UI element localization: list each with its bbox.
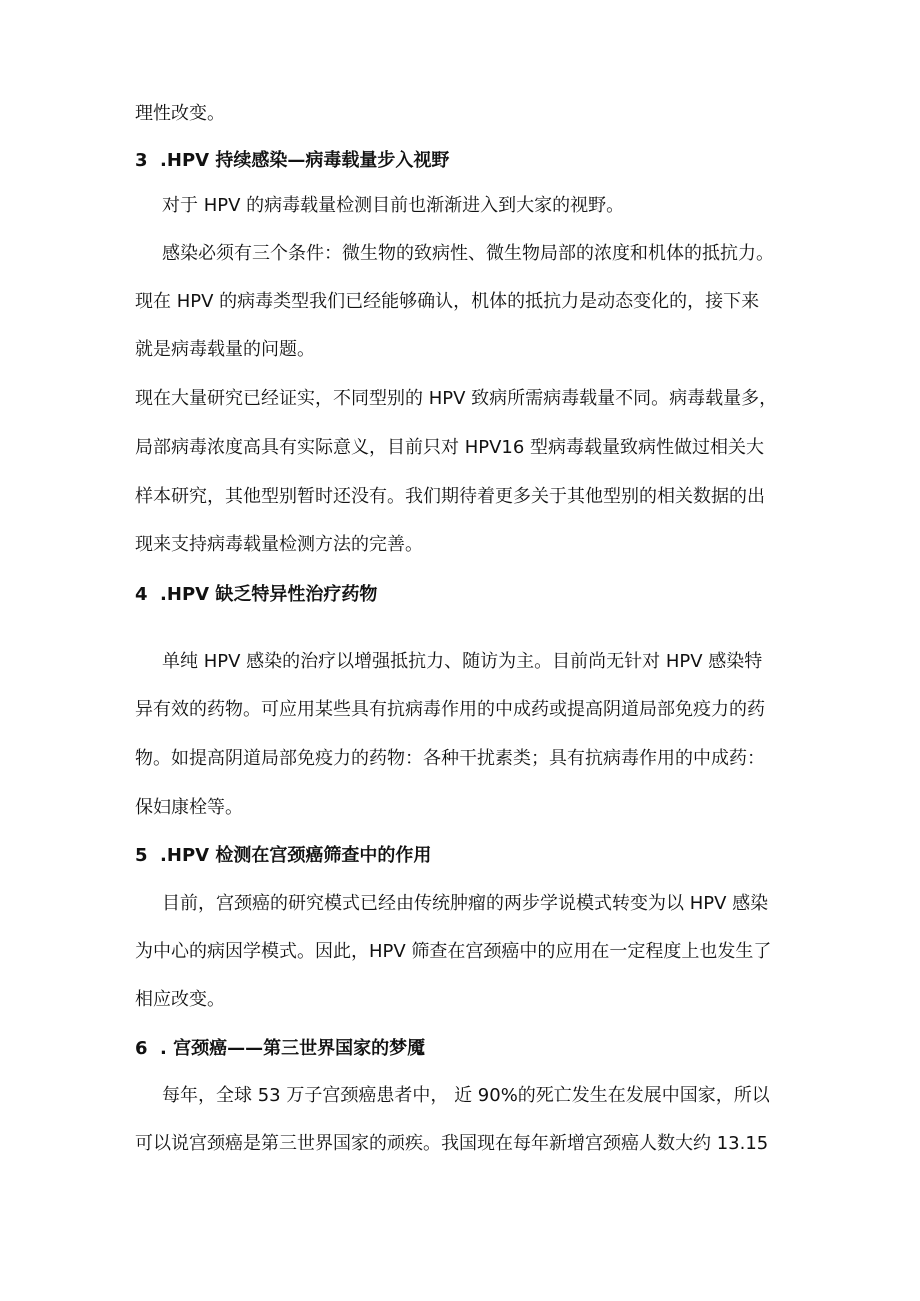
section-6-heading: 6 . 宫颈癌——第三世界国家的梦魇	[135, 1038, 426, 1059]
section-5-para-1-line-2: 为中心的病因学模式。因此，HPV 筛查在宫颈癌中的应用在一定程度上也发生了	[135, 941, 772, 962]
section-3-heading: 3 .HPV 持续感染—病毒载量步入视野	[135, 150, 450, 171]
section-6-para-1-line-2: 可以说宫颈癌是第三世界国家的顽疾。我国现在每年新增宫颈癌人数大约 13.15	[135, 1133, 769, 1154]
section-3-para-3-line-2: 局部病毒浓度高具有实际意义，目前只对 HPV16 型病毒载量致病性做过相关大	[135, 437, 765, 458]
section-3-para-3-line-3: 样本研究，其他型别暂时还没有。我们期待着更多关于其他型别的相关数据的出	[135, 486, 765, 507]
section-5-para-1-line-1: 目前，宫颈癌的研究模式已经由传统肿瘤的两步学说模式转变为以 HPV 感染	[162, 893, 769, 914]
section-3-para-1-line-1: 对于 HPV 的病毒载量检测目前也渐渐进入到大家的视野。	[162, 195, 625, 216]
paragraph-fragment: 理性改变。	[135, 103, 225, 124]
section-3-para-2-line-2: 现在 HPV 的病毒类型我们已经能够确认，机体的抵抗力是动态变化的，接下来	[135, 291, 760, 312]
section-3-para-2-line-3: 就是病毒载量的问题。	[135, 339, 315, 360]
section-4-para-1-line-1: 单纯 HPV 感染的治疗以增强抵抗力、随访为主。目前尚无针对 HPV 感染特	[162, 651, 763, 672]
section-5-heading: 5 .HPV 检测在宫颈癌筛查中的作用	[135, 845, 432, 866]
section-3-para-3-line-4: 现来支持病毒载量检测方法的完善。	[135, 534, 423, 555]
section-4-para-1-line-4: 保妇康栓等。	[135, 797, 243, 818]
section-4-para-1-line-3: 物。如提高阴道局部免疫力的药物：各种干扰素类；具有抗病毒作用的中成药：	[135, 748, 765, 769]
section-3-para-3-line-1: 现在大量研究已经证实，不同型别的 HPV 致病所需病毒载量不同。病毒载量多，	[135, 388, 778, 409]
section-6-para-1-line-1: 每年，全球 53 万子宫颈癌患者中， 近 90%的死亡发生在发展中国家，所以	[162, 1085, 770, 1106]
section-4-heading: 4 .HPV 缺乏特异性治疗药物	[135, 584, 378, 605]
section-5-para-1-line-3: 相应改变。	[135, 989, 225, 1010]
section-3-para-2-line-1: 感染必须有三个条件：微生物的致病性、微生物局部的浓度和机体的抵抗力。	[162, 243, 774, 264]
section-4-para-1-line-2: 异有效的药物。可应用某些具有抗病毒作用的中成药或提高阴道局部免疫力的药	[135, 699, 765, 720]
